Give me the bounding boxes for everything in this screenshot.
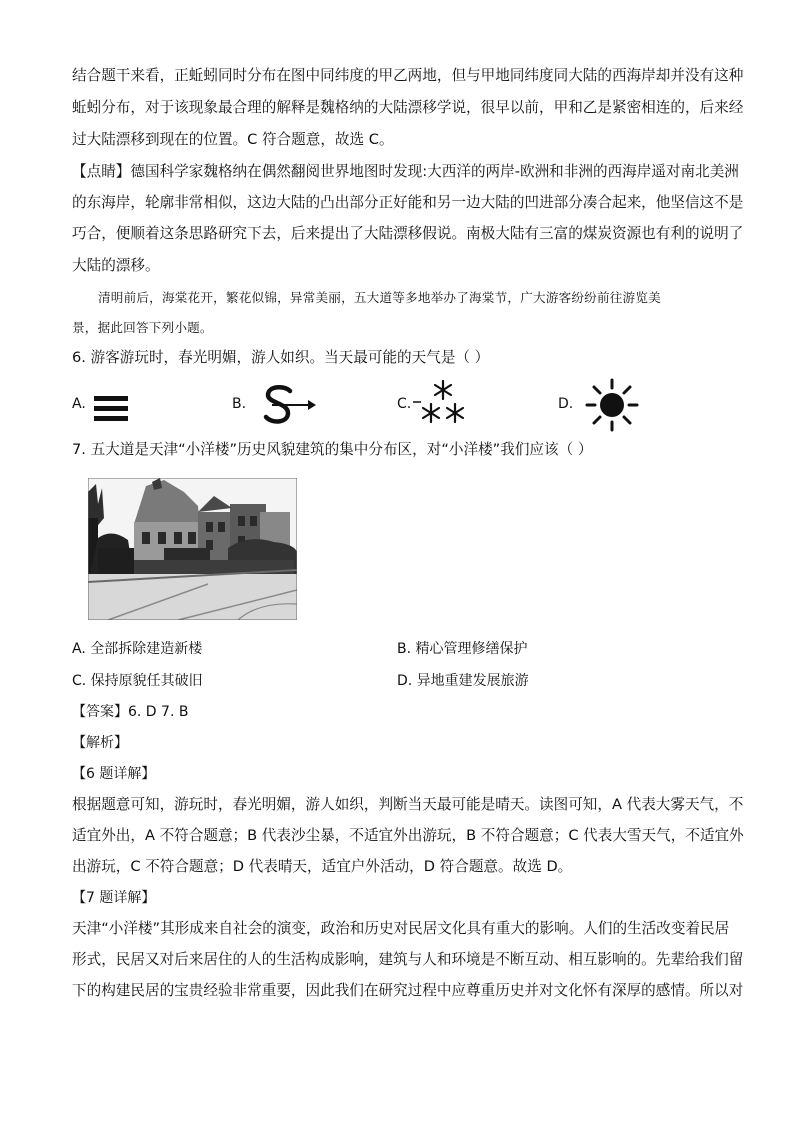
detail-7-heading: 【7 题详解】 (72, 890, 156, 906)
detail-6-line: 出游玩，C 不符合题意；D 代表晴天，适宜户外活动，D 符合题意。故选 D。 (72, 858, 573, 875)
material-intro-line: 景，据此回答下列小题。 (72, 320, 213, 335)
building-photo (88, 478, 297, 620)
detail-7-line: 形式，民居又对后来居住的人的生活构成影响，建筑与人和环境是不断互动、相互影响的。先辈给我们留 (72, 951, 744, 968)
detail-6-line: 适宜外出，A 不符合题意；B 代表沙尘暴，不适宜外出游玩，B 不符合题意；C 代表大雪天气，不适宜外 (72, 827, 744, 844)
dianjing-line: 【点睛】德国科学家魏格纳在偶然翻阅世界地图时发现:大西洋的两岸-欧洲和非洲的西海岸遥对南北美洲 (72, 163, 739, 180)
sunny-icon (582, 378, 642, 432)
dust-storm-icon (258, 382, 318, 430)
dianjing-line: 大陆的漂移。 (72, 257, 160, 274)
material-intro-line: 清明前后，海棠花开，繁花似锦，异常美丽，五大道等多地举办了海棠节，广大游客纷纷前往游览美 (98, 290, 661, 305)
question-6-stem: 6. 游客游玩时，春光明媚，游人如织。当天最可能的天气是（ ） (72, 349, 490, 366)
detail-6-heading: 【6 题详解】 (72, 766, 156, 782)
analysis-heading: 【解析】 (72, 735, 128, 751)
question-7-option-a: A. 全部拆除建造新楼 (72, 641, 203, 657)
dianjing-line: 的东海岸，轮廓非常相似，这边大陆的凸出部分正好能和另一边大陆的凹进部分凑合起来，他坚信这不是 (72, 194, 744, 211)
fog-icon (92, 386, 132, 428)
paragraph-line: 蚯蚓分布，对于该现象最合理的解释是魏格纳的大陆漂移学说，很早以前，甲和乙是紧密相连的，后来经 (72, 99, 744, 116)
answer-line: 【答案】6. D 7. B (72, 704, 189, 720)
paragraph-line: 过大陆漂移到现在的位置。C 符合题意，故选 C。 (72, 131, 394, 148)
detail-6-line: 根据题意可知，游玩时，春光明媚，游人如织，判断当天最可能是晴天。读图可知，A 代表大雾天气，不 (72, 796, 744, 813)
question-7-stem: 7. 五大道是天津“小洋楼”历史风貌建筑的集中分布区，对“小洋楼”我们应该（ ） (72, 441, 593, 458)
detail-7-line: 天津“小洋楼”其形成来自社会的演变，政治和历史对民居文化具有重大的影响。人们的生活改变着民居 (72, 920, 730, 937)
heavy-snow-icon (411, 378, 473, 428)
option-label: A. (72, 396, 86, 412)
paragraph-line: 结合题干来看，正蚯蚓同时分布在图中同纬度的甲乙两地，但与甲地同纬度同大陆的西海岸却并没有这种 (72, 67, 744, 84)
question-7-option-d: D. 异地重建发展旅游 (397, 673, 529, 689)
question-7-option-b: B. 精心管理修缮保护 (397, 641, 528, 657)
option-label: B. (232, 396, 247, 412)
question-7-option-c: C. 保持原貌任其破旧 (72, 673, 203, 689)
option-label: D. (558, 396, 574, 412)
question-6-options (72, 378, 672, 432)
dianjing-line: 巧合，便顺着这条思路研究下去，后来提出了大陆漂移假说。南极大陆有三富的煤炭资源也有利的说明了 (72, 225, 744, 242)
option-label: C. (397, 396, 412, 412)
detail-7-line: 下的构建民居的宝贵经验非常重要，因此我们在研究过程中应尊重历史并对文化怀有深厚的感情。所以对 (72, 982, 744, 999)
